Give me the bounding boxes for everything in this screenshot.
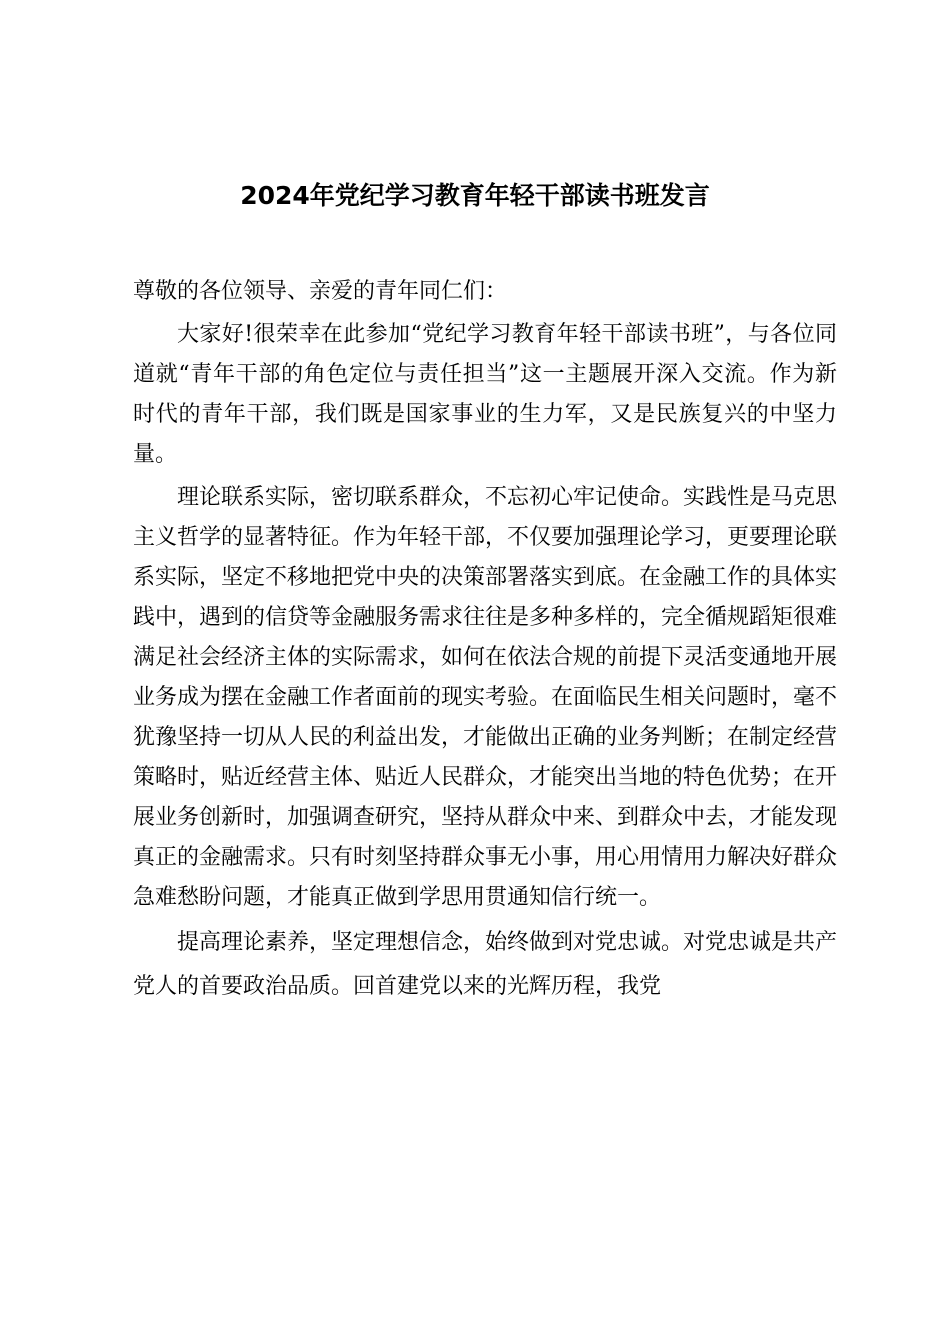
document-body xyxy=(133,315,837,1012)
salutation: 尊敬的各位领导、亲爱的青年同仁们： xyxy=(133,279,508,304)
paragraph-greeting: 大家好!很荣幸在此参加“党纪学习教育年轻干部读书班”，与各位同道就“青年干部的角色定位与责任担当”这一主题展开深入交流。作为新时代的青年干部，我们既是国家事业的生力军，又是民族复兴的中坚力量。 xyxy=(133,322,837,467)
document-title: 2024年党纪学习教育年轻干部读书班发言 xyxy=(240,181,710,210)
paragraph-loyalty: 提高理论素养，坚定理想信念，始终做到对党忠诚。对党忠诚是共产党人的首要政治品质。回首建党以来的光辉历程，我党 xyxy=(133,930,838,999)
paragraph-theory-practice: 理论联系实际，密切联系群众，不忘初心牢记使命。实践性是马克思主义哲学的显著特征。作为年轻干部，不仅要加强理论学习，更要理论联系实际，坚定不移地把党中央的决策部署落实到底。在金融工作的具体实践中，遇到的信贷等金融服务需求往往是多种多样的，完全循规蹈矩很难满足社会经济主体的实际需求，如何在依法合规的前提下灵活变通地开展业务成为摆在金融工作者面前的现实考验。在面临民生相关问题时，毫不犹豫坚持一切从人民的利益出发，才能做出正确的业务判断；在制定经营策略时，贴近经营主体、贴近人民群众，才能突出当地的特色优势；在开展业务创新时，加强调查研究，坚持从群众中来、到群众中去，才能发现真正的金融需求。只有时刻坚持群众事无小事，用心用情用力解决好群众急难愁盼问题，才能真正做到学思用贯通知信行统一。 xyxy=(133,485,838,910)
